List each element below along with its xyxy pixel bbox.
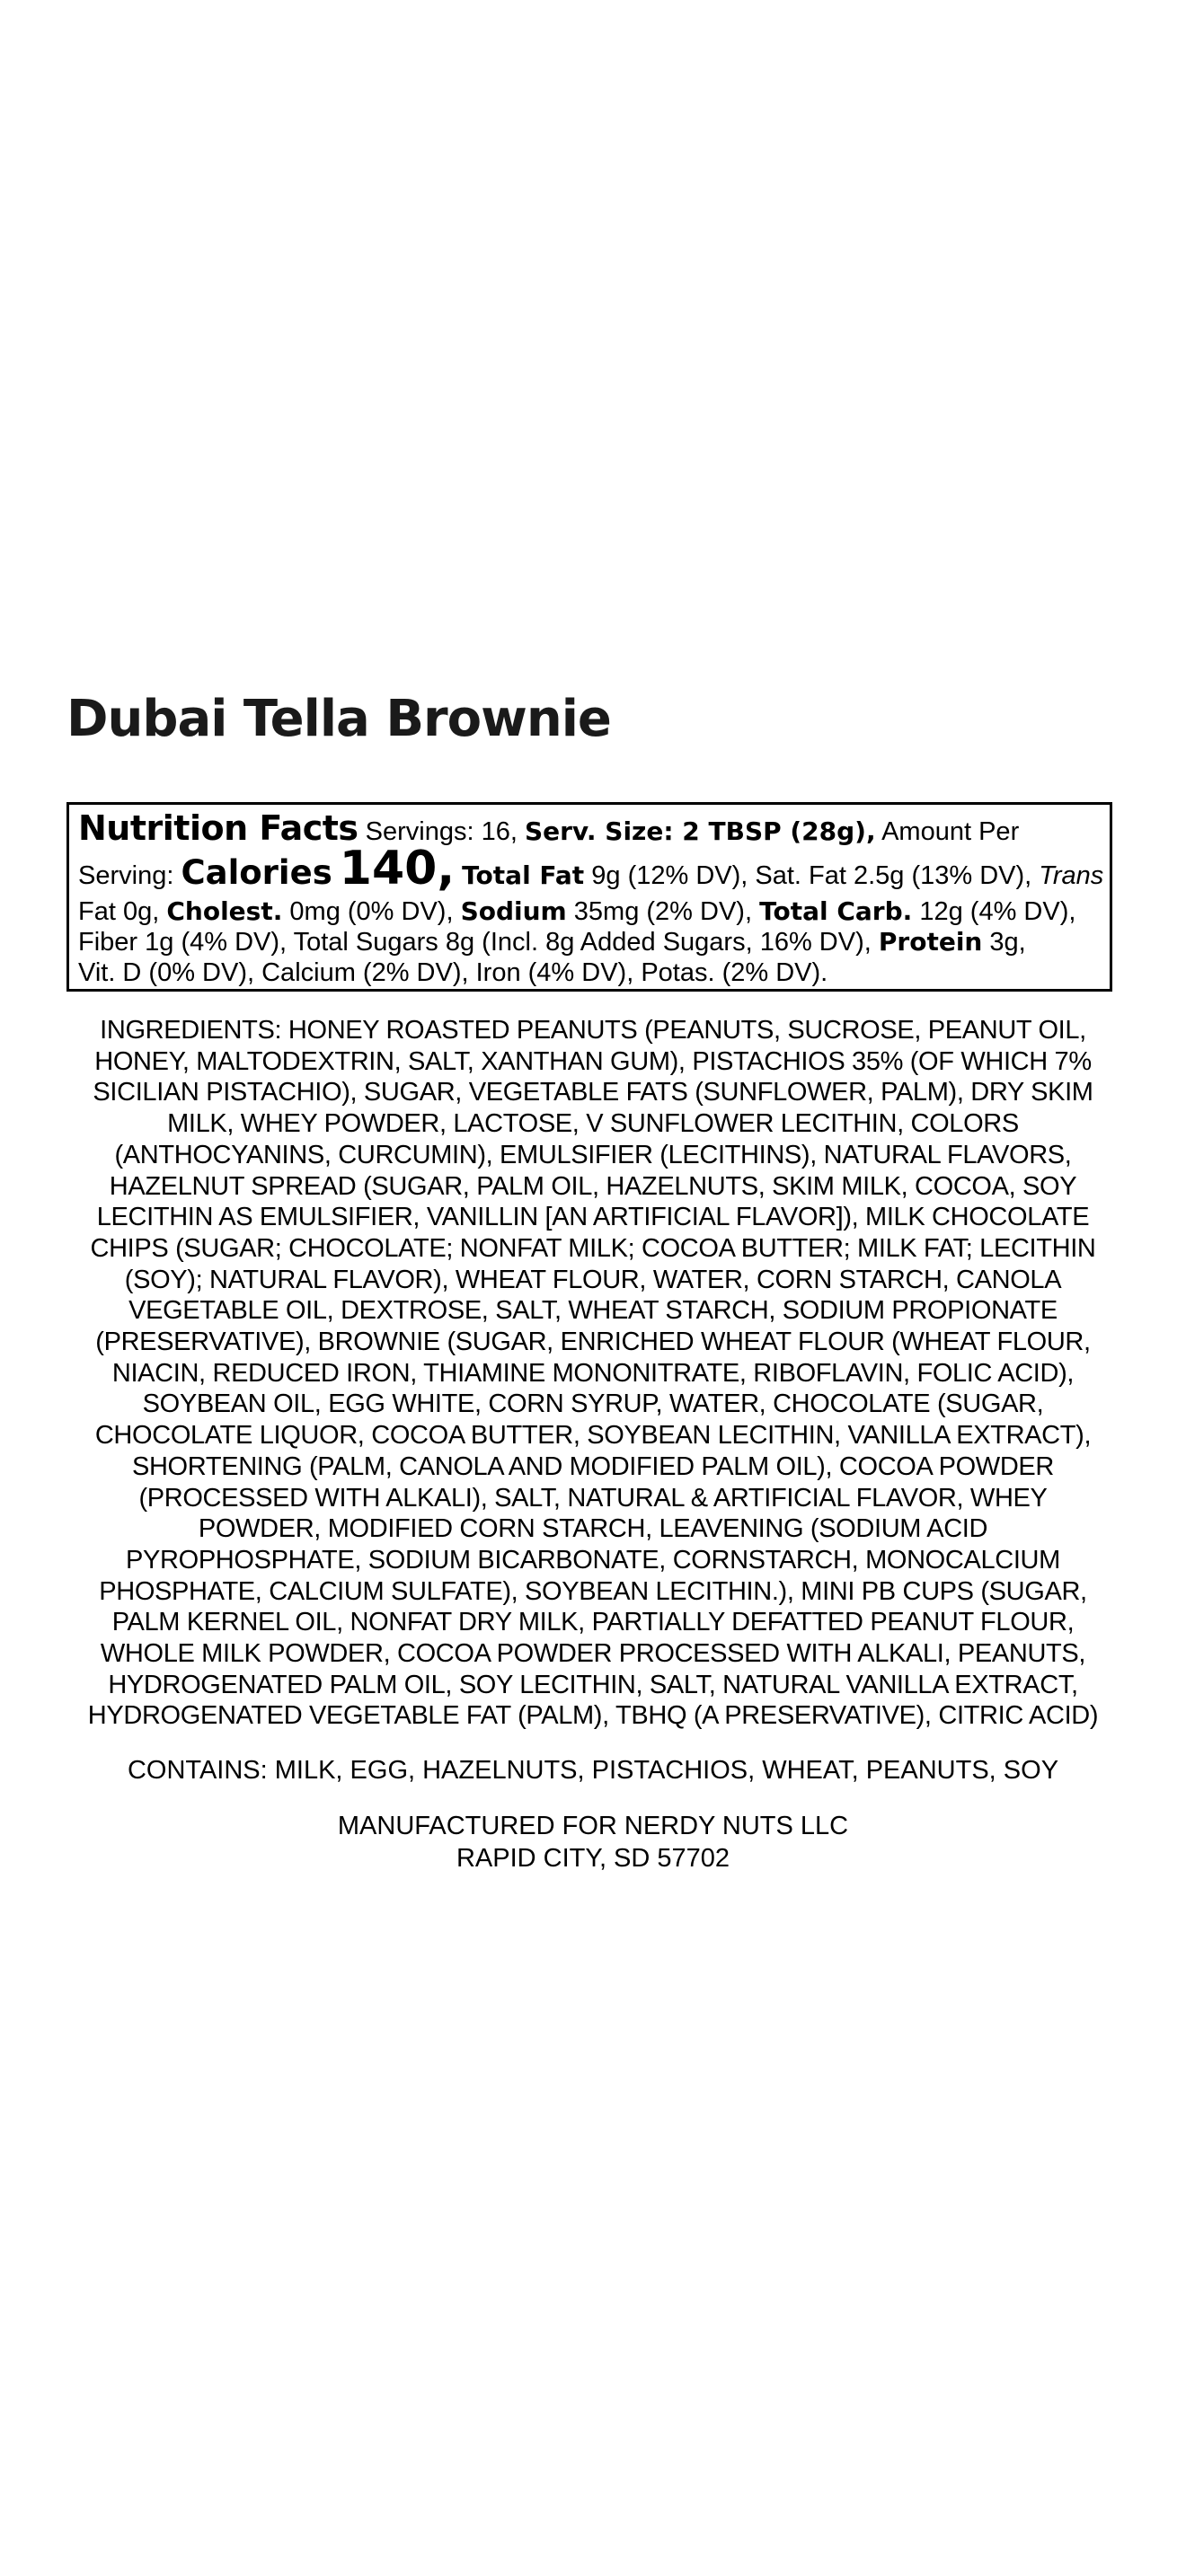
ingredients-line: NIACIN, REDUCED IRON, THIAMINE MONONITRATE, RIBOFLAVIN, FOLIC ACID), xyxy=(111,1358,1075,1388)
allergen-statement: CONTAINS: MILK, EGG, HAZELNUTS, PISTACHIOS, WHEAT, PEANUTS, SOY xyxy=(127,1756,1059,1785)
protein-label: Protein xyxy=(878,927,983,957)
ingredients-line: WHOLE MILK POWDER, COCOA POWDER PROCESSED WITH ALKALI, PEANUTS, xyxy=(100,1639,1086,1669)
product-title: Dubai Tella Brownie xyxy=(66,690,611,748)
ingredients-line: PHOSPHATE, CALCIUM SULFATE), SOYBEAN LECITHIN.), MINI PB CUPS (SUGAR, xyxy=(99,1576,1087,1606)
ingredients-line: SHORTENING (PALM, CANOLA AND MODIFIED PALM OIL), COCOA POWDER xyxy=(131,1451,1055,1481)
total-carb-value: 12g (4% DV), xyxy=(919,897,1076,926)
serving-label: Serving: xyxy=(78,861,174,890)
sodium-label: Sodium xyxy=(460,896,567,926)
ingredients-line: CHIPS (SUGAR; CHOCOLATE; NONFAT MILK; COCOA BUTTER; MILK FAT; LECITHIN xyxy=(90,1233,1096,1263)
ingredients-line: PALM KERNEL OIL, NONFAT DRY MILK, PARTIALLY DEFATTED PEANUT FLOUR, xyxy=(111,1608,1075,1637)
vitamins-text: Vit. D (0% DV), Calcium (2% DV), Iron (4% DV), Potas. (2% DV). xyxy=(78,958,828,987)
ingredients-line: (ANTHOCYANINS, CURCUMIN), EMULSIFIER (LECITHINS), NATURAL FLAVORS, xyxy=(114,1140,1072,1169)
ingredients-line: VEGETABLE OIL, DEXTROSE, SALT, WHEAT STARCH, SODIUM PROPIONATE xyxy=(128,1296,1058,1326)
cholesterol-label: Cholest. xyxy=(166,896,283,926)
trans-label: Trans xyxy=(1039,861,1104,890)
ingredients-line: PYROPHOSPHATE, SODIUM BICARBONATE, CORNSTARCH, MONOCALCIUM xyxy=(126,1545,1060,1575)
fiber-sugars-text: Fiber 1g (4% DV), Total Sugars 8g (Incl. 8g Added Sugars, 16% DV), xyxy=(78,928,872,957)
ingredients-line: HYDROGENATED PALM OIL, SOY LECITHIN, SALT, NATURAL VANILLA EXTRACT, xyxy=(108,1670,1078,1699)
nutrition-line-1 xyxy=(78,810,1101,850)
manufacturer-name: MANUFACTURED FOR NERDY NUTS LLC xyxy=(337,1812,849,1840)
calories-value: 140, xyxy=(339,842,456,895)
cholesterol-value: 0mg (0% DV), xyxy=(289,897,454,926)
ingredients-line: SOYBEAN OIL, EGG WHITE, CORN SYRUP, WATER, CHOCOLATE (SUGAR, xyxy=(142,1389,1044,1419)
serving-size-text: Serv. Size: 2 TBSP (28g), xyxy=(524,816,876,846)
servings-text: Servings: 16, xyxy=(365,817,518,846)
ingredients-line: SICILIAN PISTACHIO), SUGAR, VEGETABLE FATS (SUNFLOWER, PALM), DRY SKIM xyxy=(93,1078,1093,1107)
manufacturer-info xyxy=(0,1810,1186,1875)
manufacturer-address: RAPID CITY, SD 57702 xyxy=(456,1844,730,1873)
nutrition-line-3 xyxy=(78,896,1101,927)
nutrition-facts-heading: Nutrition Facts xyxy=(78,808,358,848)
nutrition-line-5 xyxy=(78,957,1101,988)
ingredients-line: INGREDIENTS: HONEY ROASTED PEANUTS (PEANUTS, SUCROSE, PEANUT OIL, xyxy=(100,1016,1086,1045)
ingredients-line: (SOY); NATURAL FLAVOR), WHEAT FLOUR, WATER, CORN STARCH, CANOLA xyxy=(124,1265,1062,1294)
total-fat-label: Total Fat xyxy=(462,860,585,890)
total-carb-label: Total Carb. xyxy=(759,896,913,926)
ingredients-line: POWDER, MODIFIED CORN STARCH, LEAVENING (SODIUM ACID xyxy=(198,1514,988,1544)
ingredients-line: HONEY, MALTODEXTRIN, SALT, XANTHAN GUM), PISTACHIOS 35% (OF WHICH 7% xyxy=(94,1046,1092,1076)
ingredients-line: (PROCESSED WITH ALKALI), SALT, NATURAL & ARTIFICIAL FLAVOR, WHEY xyxy=(138,1483,1048,1513)
nutrition-facts-panel xyxy=(66,802,1112,992)
amount-per-text: Amount Per xyxy=(881,817,1020,846)
ingredients-line: HYDROGENATED VEGETABLE FAT (PALM), TBHQ (A PRESERVATIVE), CITRIC ACID) xyxy=(87,1701,1099,1731)
ingredients-line: HAZELNUT SPREAD (SUGAR, PALM OIL, HAZELNUTS, SKIM MILK, COCOA, SOY xyxy=(109,1171,1077,1201)
protein-value: 3g, xyxy=(989,928,1026,957)
ingredients-line: (PRESERVATIVE), BROWNIE (SUGAR, ENRICHED WHEAT FLOUR (WHEAT FLOUR, xyxy=(95,1328,1091,1357)
nutrition-line-2 xyxy=(78,842,1104,896)
total-fat-value: 9g (12% DV), Sat. Fat 2.5g (13% DV), xyxy=(591,861,1032,890)
sodium-value: 35mg (2% DV), xyxy=(573,897,753,926)
ingredients-line: CHOCOLATE LIQUOR, COCOA BUTTER, SOYBEAN LECITHIN, VANILLA EXTRACT), xyxy=(94,1421,1092,1451)
ingredients-line: LECITHIN AS EMULSIFIER, VANILLIN [AN ARTIFICIAL FLAVOR]), MILK CHOCOLATE xyxy=(96,1203,1090,1232)
calories-label: Calories xyxy=(181,853,332,892)
ingredients-text xyxy=(66,1015,1120,1732)
ingredients-line: MILK, WHEY POWDER, LACTOSE, V SUNFLOWER LECITHIN, COLORS xyxy=(167,1109,1019,1139)
nutrition-line-4 xyxy=(78,927,1101,957)
trans-fat-value: Fat 0g, xyxy=(78,897,160,926)
